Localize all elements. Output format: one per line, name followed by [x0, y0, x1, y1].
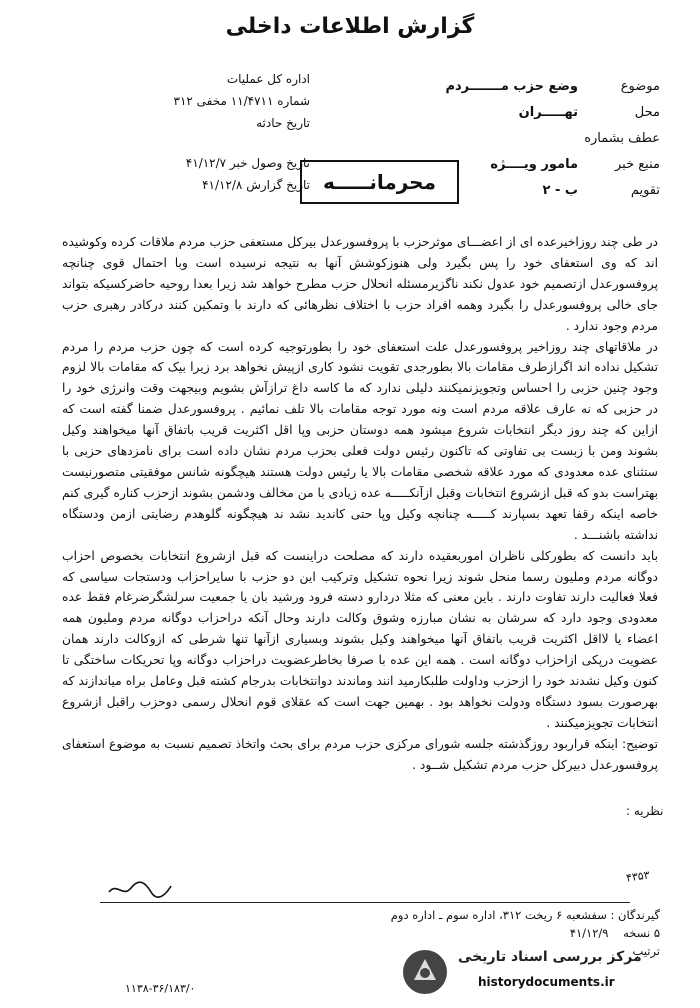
watermark-line1: مرکز بررسی اسناد تاریخی — [458, 949, 642, 965]
body-paragraph: در طی چند روزاخیرعده ای از اعضـــای موثرحزب با پروفسورعدل بیرکل مستعفی حزب مردم ملاقات کرده وکوشیده اند که وی استعفای خود را پس بگیرد ولی هنوزکوشش آنها به نتیجه نرسیده است وبا احتمال قوی چنانچه پروفسورعدل ازتصمیم خود عدول نکند ناگزیرمسئله انحلال حزب مطرح خواهد شد زیرا بعدا روحیه حاضرکسیکه بتواند جای خالی پروفسورعدل را بگیرد وهمه افراد حزب با اختلاف نظرهائی که دارند با وتمکین کنند درکادر رهبری حزب مردم وجود ندارد . — [62, 235, 658, 333]
body-paragraph: توضیح: اینکه قراربود روزگذشته جلسه شورای مرکزی حزب مردم برای بحث واتخاذ تصمیم نسبت به موضوع استعفای پروفسورعدل دبیرکل حزب مردم تشکیل شــود . — [62, 736, 658, 772]
classification-stamp: محرمانـــــه — [300, 160, 459, 204]
reference-label: عطف بشماره — [584, 131, 660, 146]
watermark-line2: historydocuments.ir — [478, 975, 615, 989]
receipt-date: تاریخ وصول خبر ۴۱/۱۲/۷ — [185, 156, 310, 170]
archive-number: ۱۱۳۸-۳۶/۱۸۳/۰ — [125, 982, 196, 995]
report-date: تاریخ گزارش ۴۱/۱۲/۸ — [202, 178, 310, 192]
header-meta — [100, 68, 310, 196]
location-row — [330, 100, 660, 126]
recipients-row — [100, 906, 660, 924]
location-value: تهـــــران — [518, 105, 578, 120]
location-label: محل — [634, 105, 660, 120]
event-date: تاریخ حادثه — [256, 116, 310, 130]
reference-row — [330, 126, 660, 152]
rating-value: ب - ۲ — [542, 183, 578, 198]
document-number: شماره ۱۱/۴۷۱۱ مخفی ۳۱۲ — [173, 94, 310, 108]
body-paragraph: باید دانست که بطورکلی ناظران اموربعقیده دارند که مصلحت دراینست که قبل ازشروع انتخابات بخصوص احزاب دوگانه مردم وملیون رسما منحل شوند زیرا نحوه تشکیل وترکیب این دو حزب با سایراحزاب ودستجات سیاسی که فعلا فعالیت دارند تفاوت دارند . باین معنی که مثلا دردارو دسته فرود ورشید بان یا جمعیت سرلشگرضرغام فقط عده معدودی وجود دارد که سرشان به نشان مبارزه وشوق وکالت دارند وحال آنکه دراحزاب دوگانه مردم وملیون همه اعضاء یا لااقل اکثریت قریب باتفاق آنها میخواهند وکیل بشوند وبسیاری ازآنها تنها شرطی که ازوکالت دارند همان عضویت درپکی ازاحزاب دوگانه است . همه این عده با صرفا بخاطرعضویت دراحزاب دوگانه وپا تحریکات ساختگی تا کنون وکیل نشدند خود را ازحزب وداولت طلبکارمید انند وماندند دوانتخابات بدرجام کشته قبل وعامل براه میاندازند که بهرصورت بسود دستگاه ودولت نخواهد بود . بهمین جهت است که عقلای قوم انحلال رسمی دوحزب راقبل ازشروع انتخابات تجویزمیکنند . — [62, 548, 658, 730]
recipients-value: سفشعبه ۶ ریخت ۳۱۲، اداره سوم ـ اداره دوم — [390, 908, 607, 922]
source-label: منبع خبر — [615, 157, 660, 172]
subject-value: وضع حزب مـــــــردم — [445, 79, 578, 94]
archive-logo-icon — [400, 947, 450, 997]
body-paragraph: در ملاقاتهای چند روزاخیر پروفسورعدل علت استعفای خود را بطورتوجیه کرده است که چون حزب مردم را مردم تشکیل نداده اند اگرازطرف مقامات بالا بطورجدی تقویت نشود کاری ازپیش نخواهد برد زیرا بیک که مقامات بالا لزوم وجود چنین حزبی را احساس وتجویزنمیکنند دلیلی ندارد که ما کاسه داغ ترازآش بشویم وبیجهت وقت وانرژی خود را در حزبی که نه عارف علاقه مردم است ونه مورد توجه مقامات بالا تلف نمائیم . پروفسورعدل ضمنا گفته است که ازاین که چند روز دیگر انتخابات شروع میشود همه دوستان حزبی وپا اقل اکثریت قریب باتفاق آنها میخواهند وکیل بشوند ومن با زبست بی تفاوتی که تاکنون رئیس دولت فعلی بحزب مردم نشان داده است برای نامزدهای حزبی با ستثنای عده معدودی که مورد علاقه شخصی مقامات بالا یا رئیس دولت هستند هیچگونه شانس موفقیتی متصورنیست بهتراست بدو که قبل ازشروع انتخابات وقبل ازآنکـــــه عده زیادی با من مخالف ودشمن بشوند ازحزب کناره گیری کنم خاصه اینکه رقفا تعهد بسپارند کـــــه چنانچه وکیل وپا حتی کاندید نشد ند هیچگونه گلوهدم رضایتی ازمن ودستگاه نداشته باشنـــد . — [62, 339, 658, 542]
margin-number: ۴۳۵۳ — [625, 868, 651, 885]
attachment-row: ترتیب — [632, 944, 660, 958]
copies-label: ۵ نسخه — [623, 926, 660, 940]
signature-icon — [105, 878, 175, 900]
department: اداره کل عملیات — [226, 72, 310, 86]
report-title: گزارش اطلاعات داخلی — [225, 14, 475, 39]
footer-date: ۴۱/۱۲/۹ — [569, 926, 609, 940]
opinion-label: نظریه : — [626, 804, 664, 818]
rating-label: تقویم — [630, 183, 660, 198]
subject-row — [330, 74, 660, 100]
recipients-label: گیرندگان : — [610, 908, 660, 922]
copies-row — [100, 924, 660, 942]
subject-label: موضوع — [620, 79, 660, 94]
report-body — [62, 232, 658, 776]
source-value: مامور ویــــژه — [490, 157, 578, 172]
watermark — [400, 945, 690, 1001]
divider — [100, 902, 630, 903]
